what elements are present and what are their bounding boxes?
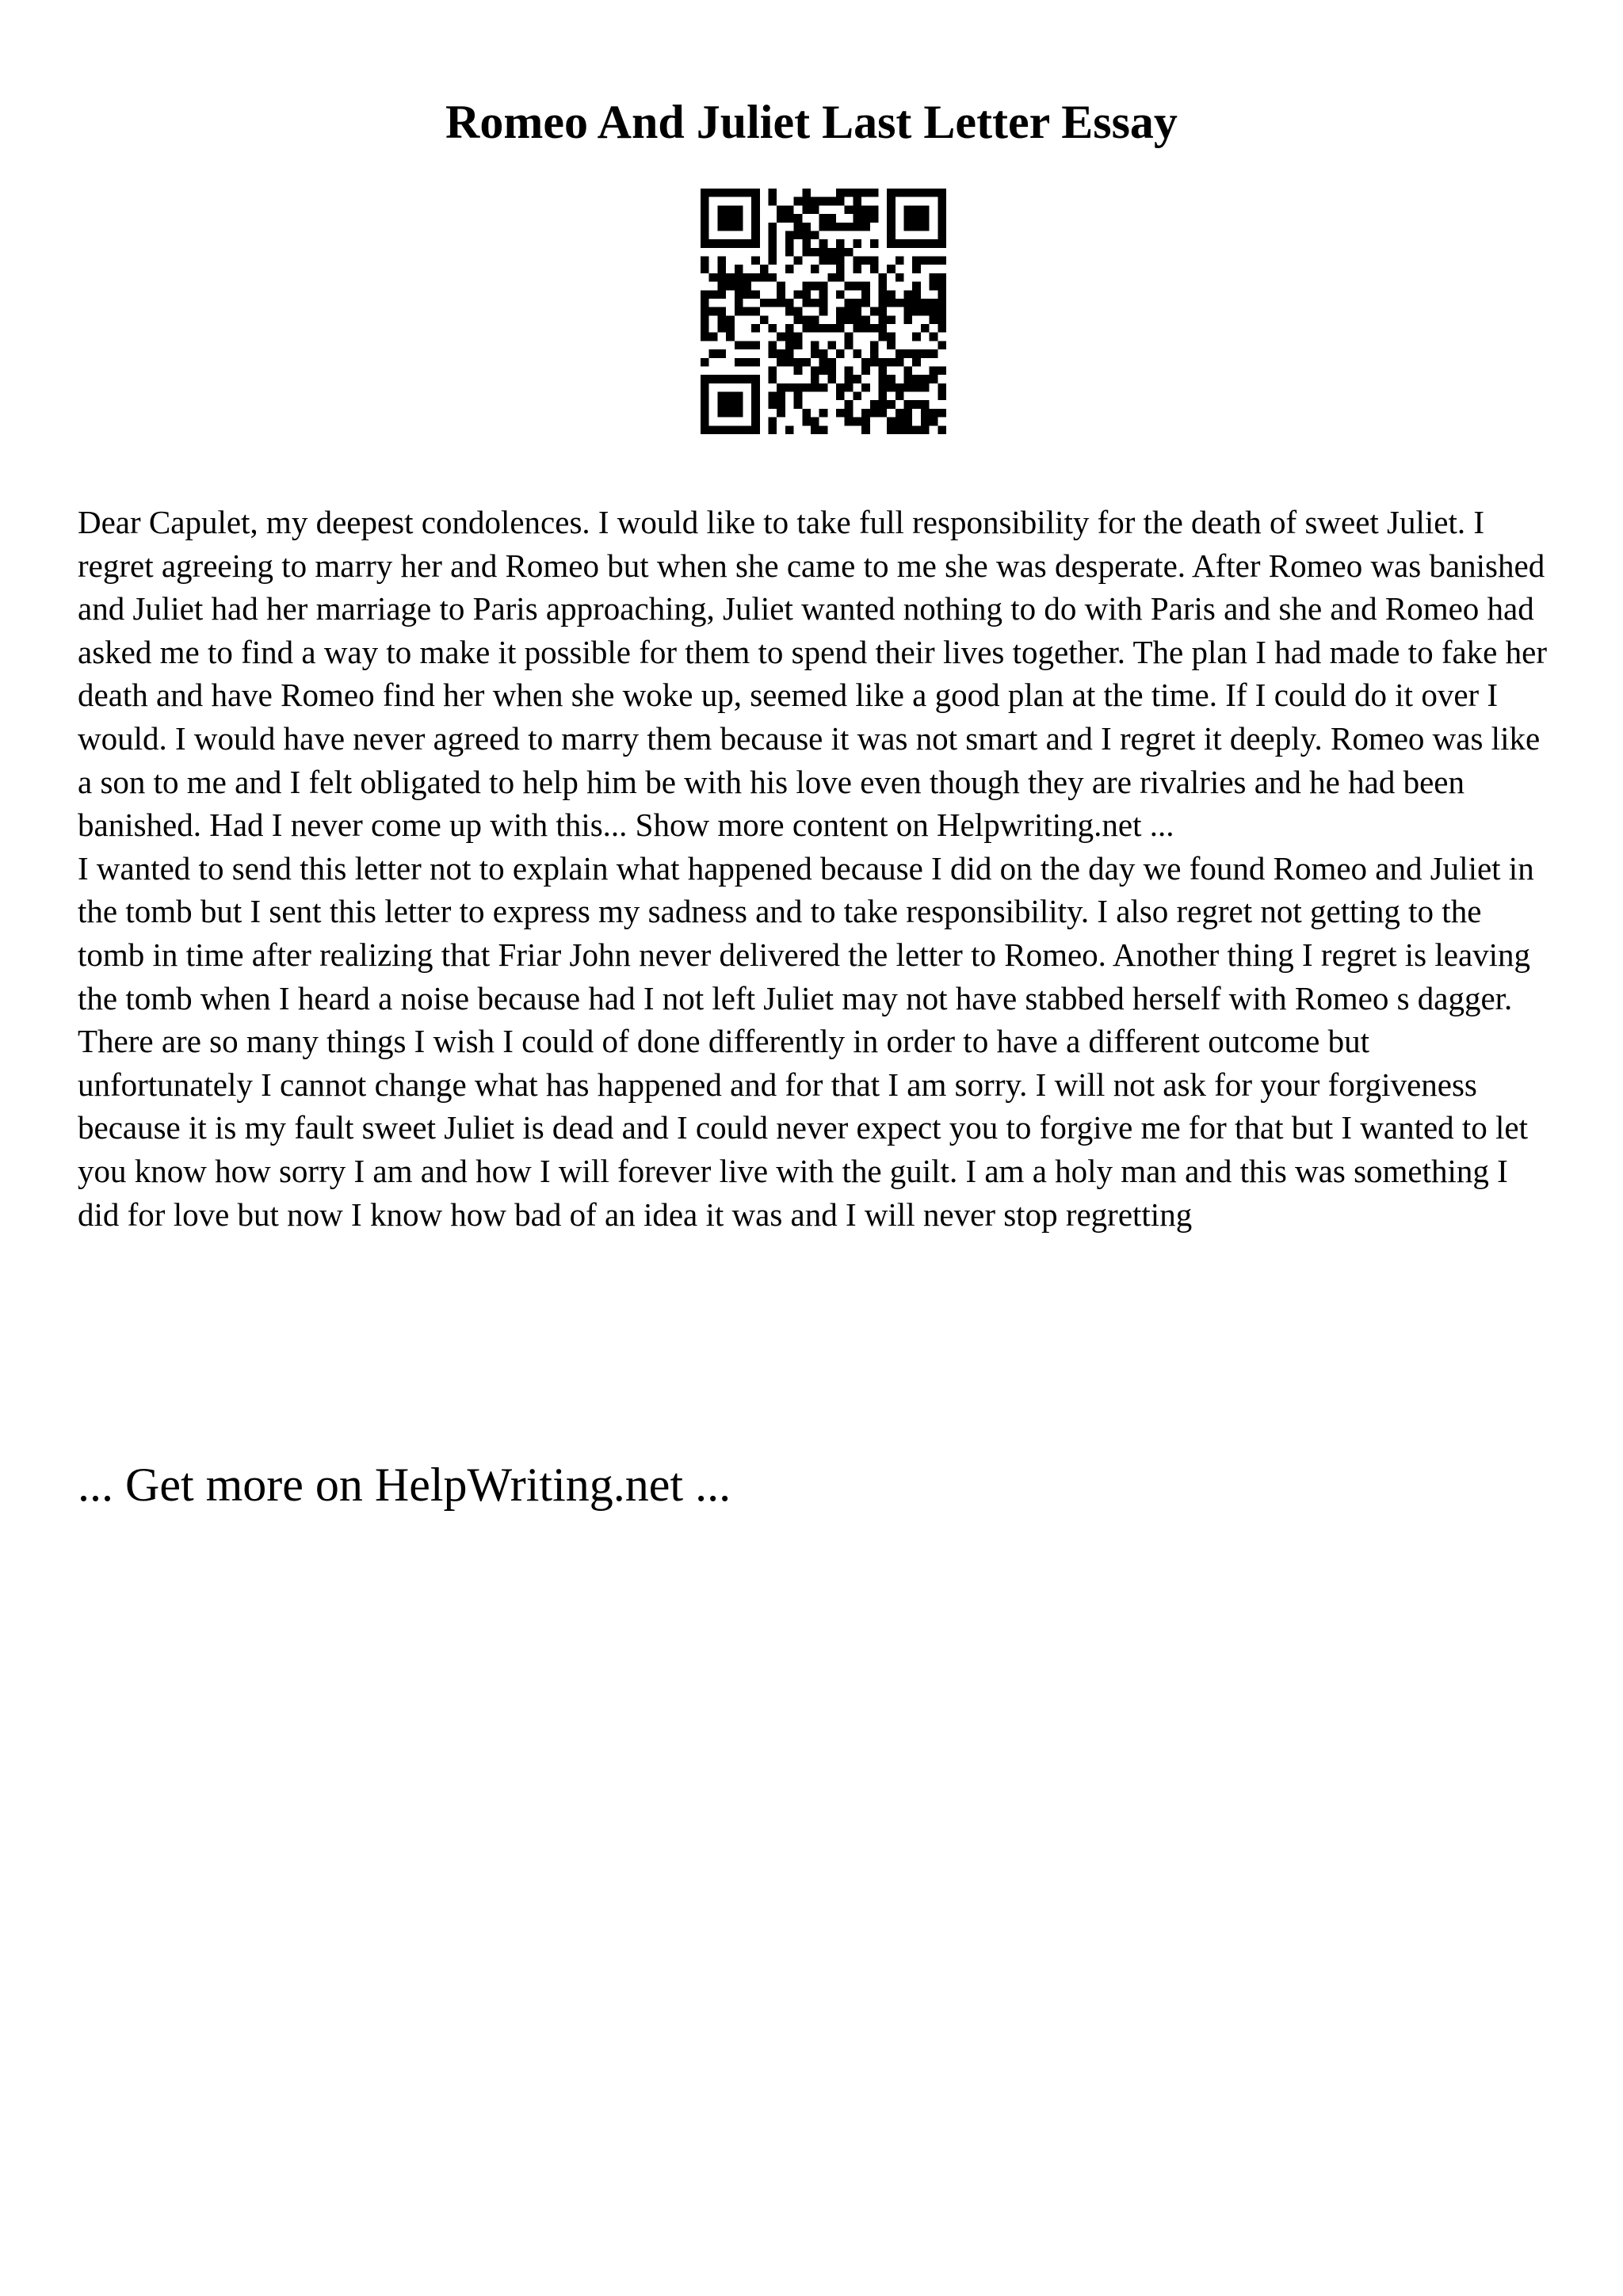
paragraph-1: Dear Capulet, my deepest condolences. I would like to take full responsibility for the death of sweet Juliet. I regret agreeing to marry her and Romeo but when she came to me she was desperate. After Romeo was banished and Juliet had her marriage to Paris approaching, Juliet wanted nothing to do with Paris and she and Romeo had asked me to find a way to make it possible for them to spend their lives together. The plan I had made to fake her death and have Romeo find her when she woke up, seemed like a good plan at the time. If I could do it over I would. I would have never agreed to marry them because it was not smart and I regret it deeply. Romeo was like a son to me and I felt obligated to help him be with his love even though they are rivalries and he had been banished. Had I never come up with this... Show more content on Helpwriting.net ... — [78, 504, 1547, 844]
qr-code-icon — [701, 189, 946, 434]
paragraph-2: I wanted to send this letter not to explain what happened because I did on the day we found Romeo and Juliet in the tomb but I sent this letter to express my sadness and to take responsibility. I also regret not getting to the tomb in time after realizing that Friar John never delivered the letter to Romeo. Another thing I regret is leaving the tomb when I heard a noise because had I not left Juliet may not have stabbed herself with Romeo s dagger. There are so many things I wish I could of done differently in order to have a different outcome but unfortunately I cannot change what has happened and for that I am sorry. I will not ask for your forgiveness because it is my fault sweet Juliet is dead and I could never expect you to forgive me for that but I wanted to let you know how sorry I am and how I will forever live with the guilt. I am a holy man and this was something I did for love but now I know how bad of an idea it was and I will never stop regretting — [78, 849, 1534, 1233]
get-more-link[interactable]: ... Get more on HelpWriting.net ... — [78, 1459, 731, 1511]
document-title: Romeo And Juliet Last Letter Essay — [445, 96, 1178, 148]
letter-body — [78, 501, 1552, 1236]
